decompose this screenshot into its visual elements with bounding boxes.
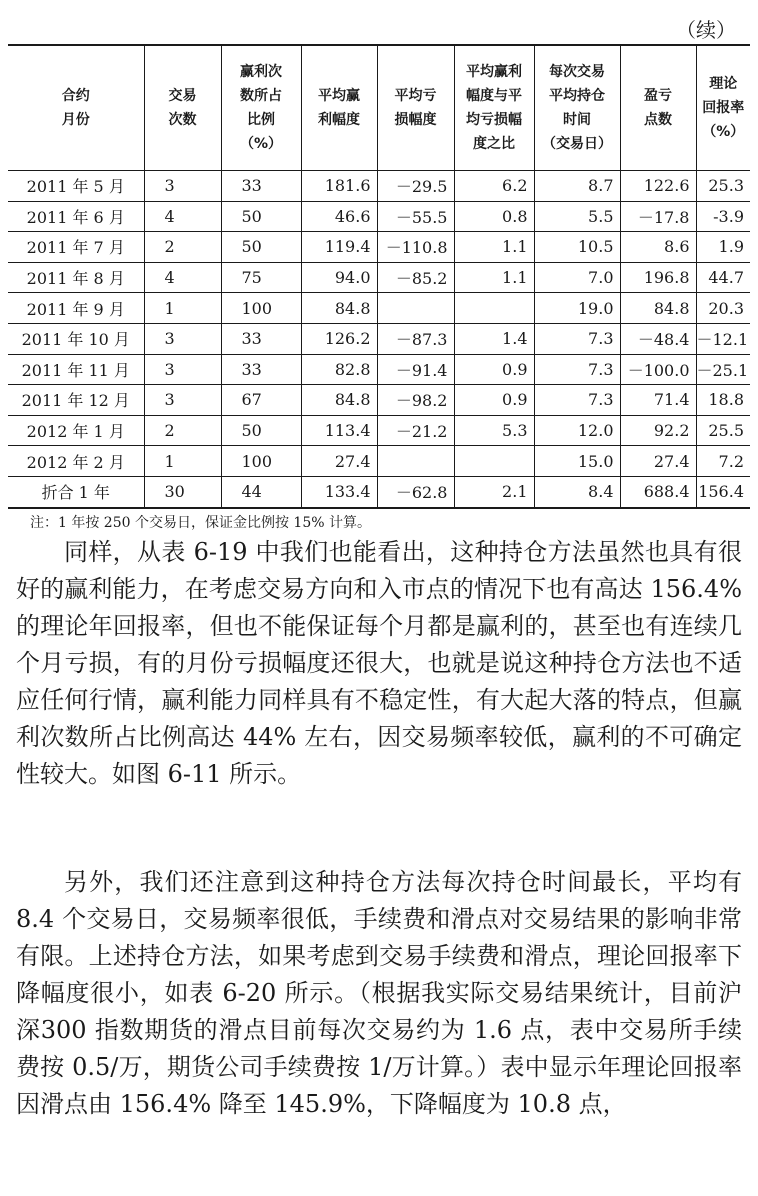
table-cell: 46.6	[301, 201, 377, 232]
statistics-table	[8, 44, 750, 509]
table-cell: 3	[144, 354, 221, 385]
table-cell: 3	[144, 323, 221, 354]
table-cell: 113.4	[301, 415, 377, 446]
table-cell: 0.9	[454, 354, 534, 385]
column-header: 每次交易 平均持仓 时间 （交易日）	[534, 45, 620, 171]
table-cell: 1	[144, 446, 221, 477]
table-cell: 7.3	[534, 323, 620, 354]
table-cell: 25.3	[696, 171, 750, 202]
column-header: 平均赢 利幅度	[301, 45, 377, 171]
table-cell: 7.3	[534, 354, 620, 385]
table-cell: －87.3	[377, 323, 454, 354]
table-cell: 1.1	[454, 262, 534, 293]
table-cell: 2011 年 6 月	[8, 201, 144, 232]
table-cell: 19.0	[534, 293, 620, 324]
table-cell: 33	[221, 354, 301, 385]
table-cell: 7.2	[696, 446, 750, 477]
table-cell	[454, 446, 534, 477]
table-cell: 71.4	[620, 385, 696, 416]
table-cell: －55.5	[377, 201, 454, 232]
table-header-row	[8, 45, 750, 171]
table-cell: 94.0	[301, 262, 377, 293]
table-cell: 1.9	[696, 232, 750, 263]
table-cell: 2	[144, 232, 221, 263]
table-cell: 2011 年 8 月	[8, 262, 144, 293]
table-cell: 84.8	[301, 385, 377, 416]
table-cell	[377, 446, 454, 477]
column-header: 赢利次 数所占 比例 （%）	[221, 45, 301, 171]
table-cell: 4	[144, 262, 221, 293]
table-cell: －85.2	[377, 262, 454, 293]
table-cell: 27.4	[301, 446, 377, 477]
paragraph-2: 另外，我们还注意到这种持仓方法每次持仓时间最长，平均有 8.4 个交易日，交易频率很低，手续费和滑点对交易结果的影响非常有限。上述持仓方法，如果考虑到交易手续费和滑点，理论回报率下降幅度很小，如表 6-20 所示。（根据我实际交易结果统计，目前沪深300 指数期货的滑点目前每次交易约为 1.6 点，表中交易所手续费按 0.5/万，期货公司手续费按 1/万计算。）表中显示年理论回报率因滑点由 156.4% 降至 145.9%，下降幅度为 10.8 点，	[16, 868, 742, 1118]
table-cell: 688.4	[620, 476, 696, 507]
table-cell: 2012 年 2 月	[8, 446, 144, 477]
table-cell: 5.5	[534, 201, 620, 232]
table-cell: 33	[221, 171, 301, 202]
table-cell: 1	[144, 293, 221, 324]
table-cell: 1.1	[454, 232, 534, 263]
table-cell: 100	[221, 446, 301, 477]
table-cell	[454, 293, 534, 324]
table-row	[8, 262, 750, 293]
table-row	[8, 232, 750, 263]
table-row	[8, 415, 750, 446]
table-cell: 0.9	[454, 385, 534, 416]
table-cell: －110.8	[377, 232, 454, 263]
table-cell: -3.9	[696, 201, 750, 232]
table-row	[8, 476, 750, 507]
table-cell: 67	[221, 385, 301, 416]
table-cell: 2011 年 9 月	[8, 293, 144, 324]
table-cell: 8.4	[534, 476, 620, 507]
table-cell: 2012 年 1 月	[8, 415, 144, 446]
table-cell: 75	[221, 262, 301, 293]
table-cell: 181.6	[301, 171, 377, 202]
table-cell: 10.5	[534, 232, 620, 263]
table-row	[8, 323, 750, 354]
column-header: 合约 月份	[8, 45, 144, 171]
table-cell: 122.6	[620, 171, 696, 202]
table-row	[8, 201, 750, 232]
table-cell: 3	[144, 385, 221, 416]
table-cell: 84.8	[620, 293, 696, 324]
table-cell: 0.8	[454, 201, 534, 232]
table-cell: 44	[221, 476, 301, 507]
table-cell: 50	[221, 201, 301, 232]
paragraph-1: 同样，从表 6-19 中我们也能看出，这种持仓方法虽然也具有很好的赢利能力，在考虑交易方向和入市点的情况下也有高达 156.4% 的理论年回报率，但也不能保证每个月都是赢利的，甚至也有连续几个月亏损，有的月份亏损幅度还很大，也就是说这种持仓方法也不适应任何行情，赢利能力同样具有不稳定性，有大起大落的特点，但赢利次数所占比例高达 44% 左右，因交易频率较低，赢利的不可确定性较大。如图 6-11 所示。	[16, 538, 742, 788]
table-cell: －29.5	[377, 171, 454, 202]
table-cell: 2011 年 5 月	[8, 171, 144, 202]
table-cell: 126.2	[301, 323, 377, 354]
table-cell: 18.8	[696, 385, 750, 416]
continued-label: （续）	[676, 18, 736, 42]
table-cell: －17.8	[620, 201, 696, 232]
table-cell: 133.4	[301, 476, 377, 507]
table-cell: 27.4	[620, 446, 696, 477]
table-row	[8, 446, 750, 477]
column-header: 交易 次数	[144, 45, 221, 171]
table-row	[8, 385, 750, 416]
table-cell: －91.4	[377, 354, 454, 385]
table-cell: 92.2	[620, 415, 696, 446]
table-cell: 50	[221, 415, 301, 446]
column-header: 理论 回报率 （%）	[696, 45, 750, 171]
table-cell: 2011 年 10 月	[8, 323, 144, 354]
table-cell: 8.7	[534, 171, 620, 202]
table-cell: 5.3	[454, 415, 534, 446]
table-cell: 82.8	[301, 354, 377, 385]
table-cell: －25.1	[696, 354, 750, 385]
table-cell: －98.2	[377, 385, 454, 416]
table-cell: 12.0	[534, 415, 620, 446]
table-cell: 6.2	[454, 171, 534, 202]
table-cell: 156.4	[696, 476, 750, 507]
table-cell: －48.4	[620, 323, 696, 354]
table-cell: 3	[144, 171, 221, 202]
table-cell: －12.1	[696, 323, 750, 354]
table-cell: 1.4	[454, 323, 534, 354]
table-body	[8, 171, 750, 508]
table-cell: 折合 1 年	[8, 476, 144, 507]
table-cell: 4	[144, 201, 221, 232]
table-cell: 20.3	[696, 293, 750, 324]
table-cell: 119.4	[301, 232, 377, 263]
table-cell: 2	[144, 415, 221, 446]
table-cell: 2011 年 12 月	[8, 385, 144, 416]
table-cell: 2011 年 7 月	[8, 232, 144, 263]
table-cell	[377, 293, 454, 324]
column-header: 盈亏 点数	[620, 45, 696, 171]
table-cell: 8.6	[620, 232, 696, 263]
table-cell: －62.8	[377, 476, 454, 507]
table-row	[8, 293, 750, 324]
table-row	[8, 171, 750, 202]
table-cell: 25.5	[696, 415, 750, 446]
table-note: 注：1 年按 250 个交易日，保证金比例按 15% 计算。	[30, 515, 371, 531]
table-cell: 2011 年 11 月	[8, 354, 144, 385]
table-cell: 100	[221, 293, 301, 324]
table-cell: 44.7	[696, 262, 750, 293]
column-header: 平均亏 损幅度	[377, 45, 454, 171]
table-cell: 7.3	[534, 385, 620, 416]
table-row	[8, 354, 750, 385]
table-cell: 84.8	[301, 293, 377, 324]
table-cell: －21.2	[377, 415, 454, 446]
table-cell: 30	[144, 476, 221, 507]
table-cell: 2.1	[454, 476, 534, 507]
table-cell: 33	[221, 323, 301, 354]
table-cell: 196.8	[620, 262, 696, 293]
table-cell: －100.0	[620, 354, 696, 385]
table-cell: 50	[221, 232, 301, 263]
column-header: 平均赢利 幅度与平 均亏损幅 度之比	[454, 45, 534, 171]
table-cell: 15.0	[534, 446, 620, 477]
table-cell: 7.0	[534, 262, 620, 293]
